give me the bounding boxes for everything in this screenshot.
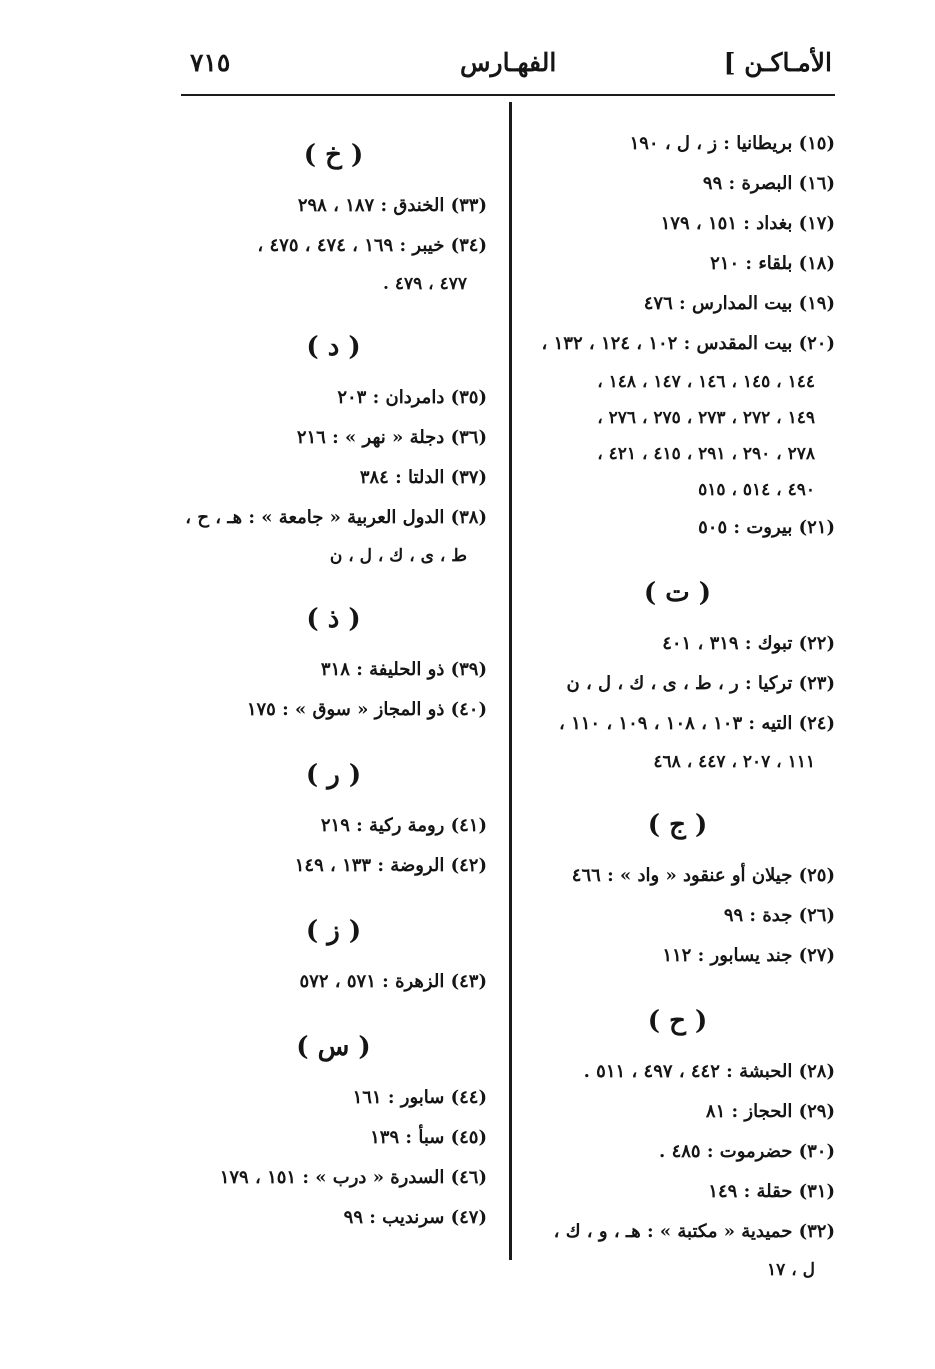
- index-entry: (٢٨) الحبشة : ٤٤٢ ، ٤٩٧ ، ٥١١ .: [583, 1061, 835, 1082]
- section-gap: [180, 574, 487, 588]
- index-entry: (١٧) بغداد : ١٥١ ، ١٧٩: [660, 213, 835, 234]
- index-entry: (٢٣) تركيا : ر ، ط ، ى ، ك ، ل ، ن: [566, 673, 835, 694]
- index-entry: (٤٠) ذو المجاز « سوق » : ١٧٥: [246, 699, 487, 720]
- left-column: [180, 124, 487, 1238]
- index-entry: (٢١) بيروت : ٥٠٥: [698, 517, 835, 538]
- letter-heading: ( خ ): [303, 140, 364, 170]
- index-entry: (٤٦) السدرة « درب » : ١٥١ ، ١٧٩: [219, 1167, 487, 1188]
- right-column: [520, 124, 835, 1288]
- page-title: الأمـاكـن ]: [723, 48, 832, 77]
- index-entry: (٤٧) سرنديب : ٩٩: [343, 1207, 487, 1228]
- index-entry: (٣٠) حضرموت : ٤٨٥ .: [659, 1141, 835, 1162]
- header-rule: [181, 94, 835, 96]
- index-entry: (٤٣) الزهرة : ٥٧١ ، ٥٧٢: [299, 971, 487, 992]
- section-gap: [180, 1002, 487, 1016]
- index-entry: (١٩) بيت المدارس : ٤٧٦: [643, 293, 835, 314]
- index-entry-continuation: ١٤٩ ، ٢٧٢ ، ٢٧٣ ، ٢٧٥ ، ٢٧٦ ،: [597, 408, 815, 428]
- index-entry: (٢٩) الحجاز : ٨١: [705, 1101, 835, 1122]
- index-entry: (٤٥) سبأ : ١٣٩: [370, 1127, 487, 1148]
- index-entry-continuation: ٤٩٠ ، ٥١٤ ، ٥١٥: [698, 480, 815, 500]
- index-entry: (١٦) البصرة : ٩٩: [702, 173, 835, 194]
- index-entry-continuation: ١١١ ، ٢٠٧ ، ٤٤٧ ، ٤٦٨: [653, 752, 815, 772]
- index-entry: (٣٨) الدول العربية « جامعة » : هـ ، ح ،: [185, 507, 487, 528]
- letter-heading: ( ج ): [647, 810, 708, 840]
- section-gap: [180, 302, 487, 316]
- section-gap: [520, 780, 835, 794]
- letter-heading: ( ر ): [305, 760, 362, 790]
- section-gap: [180, 730, 487, 744]
- index-entry: (٤٤) سابور : ١٦١: [352, 1087, 487, 1108]
- letter-heading: ( س ): [296, 1032, 371, 1062]
- letter-heading: ( ز ): [305, 916, 362, 946]
- letter-heading: ( د ): [306, 332, 361, 362]
- index-entry-continuation: ط ، ى ، ك ، ل ، ن: [329, 546, 467, 566]
- letter-heading: ( ذ ): [306, 604, 361, 634]
- letter-heading: ( ح ): [647, 1006, 708, 1036]
- index-entry-continuation: ١٤٤ ، ١٤٥ ، ١٤٦ ، ١٤٧ ، ١٤٨ ،: [597, 372, 815, 392]
- index-entry: (٣٩) ذو الحليفة : ٣١٨: [320, 659, 487, 680]
- index-entry-continuation: ٤٧٧ ، ٤٧٩ .: [383, 274, 467, 294]
- index-entry: (٣١) حقلة : ١٤٩: [708, 1181, 835, 1202]
- index-entry: (١٨) بلقاء : ٢١٠: [710, 253, 835, 274]
- index-entry: (١٥) بريطانيا : ز ، ل ، ١٩٠: [629, 133, 835, 154]
- index-entry: (٣٦) دجلة « نهر » : ٢١٦: [296, 427, 487, 448]
- index-entry: (٤٢) الروضة : ١٣٣ ، ١٤٩: [294, 855, 487, 876]
- index-entry: (٢٤) التيه : ١٠٣ ، ١٠٨ ، ١٠٩ ، ١١٠ ،: [558, 713, 835, 734]
- index-entry: (٢٢) تبوك : ٣١٩ ، ٤٠١: [662, 633, 835, 654]
- index-entry-continuation: ٢٧٨ ، ٢٩٠ ، ٢٩١ ، ٤١٥ ، ٤٢١ ،: [597, 444, 815, 464]
- index-entry: (٣٧) الدلتا : ٣٨٤: [359, 467, 487, 488]
- index-entry: (٢٥) جيلان أو عنقود « واد » : ٤٦٦: [571, 865, 835, 886]
- page-number: ٧١٥: [190, 48, 231, 77]
- section-gap: [520, 976, 835, 990]
- index-entry: (٣٢) حميدية « مكتبة » : هـ ، و ، ك ،: [553, 1221, 835, 1242]
- column-divider: [509, 102, 512, 1260]
- index-entry: (٣٣) الخندق : ١٨٧ ، ٢٩٨: [297, 195, 487, 216]
- letter-heading: ( ت ): [643, 578, 712, 608]
- index-entry: (٣٥) دامردان : ٢٠٣: [337, 387, 487, 408]
- section-gap: [520, 548, 835, 562]
- index-entry: (٣٤) خيبر : ١٦٩ ، ٤٧٤ ، ٤٧٥ ،: [257, 235, 487, 256]
- running-head: الفهـارس: [460, 48, 557, 77]
- index-entry: (٢٦) جدة : ٩٩: [723, 905, 835, 926]
- index-entry-continuation: ل ، ١٧: [767, 1260, 815, 1280]
- index-entry: (٤١) رومة ركية : ٢١٩: [320, 815, 487, 836]
- index-entry: (٢٧) جند يسابور : ١١٢: [662, 945, 835, 966]
- index-entry: (٢٠) بيت المقدس : ١٠٢ ، ١٢٤ ، ١٣٢ ،: [541, 333, 835, 354]
- section-gap: [180, 886, 487, 900]
